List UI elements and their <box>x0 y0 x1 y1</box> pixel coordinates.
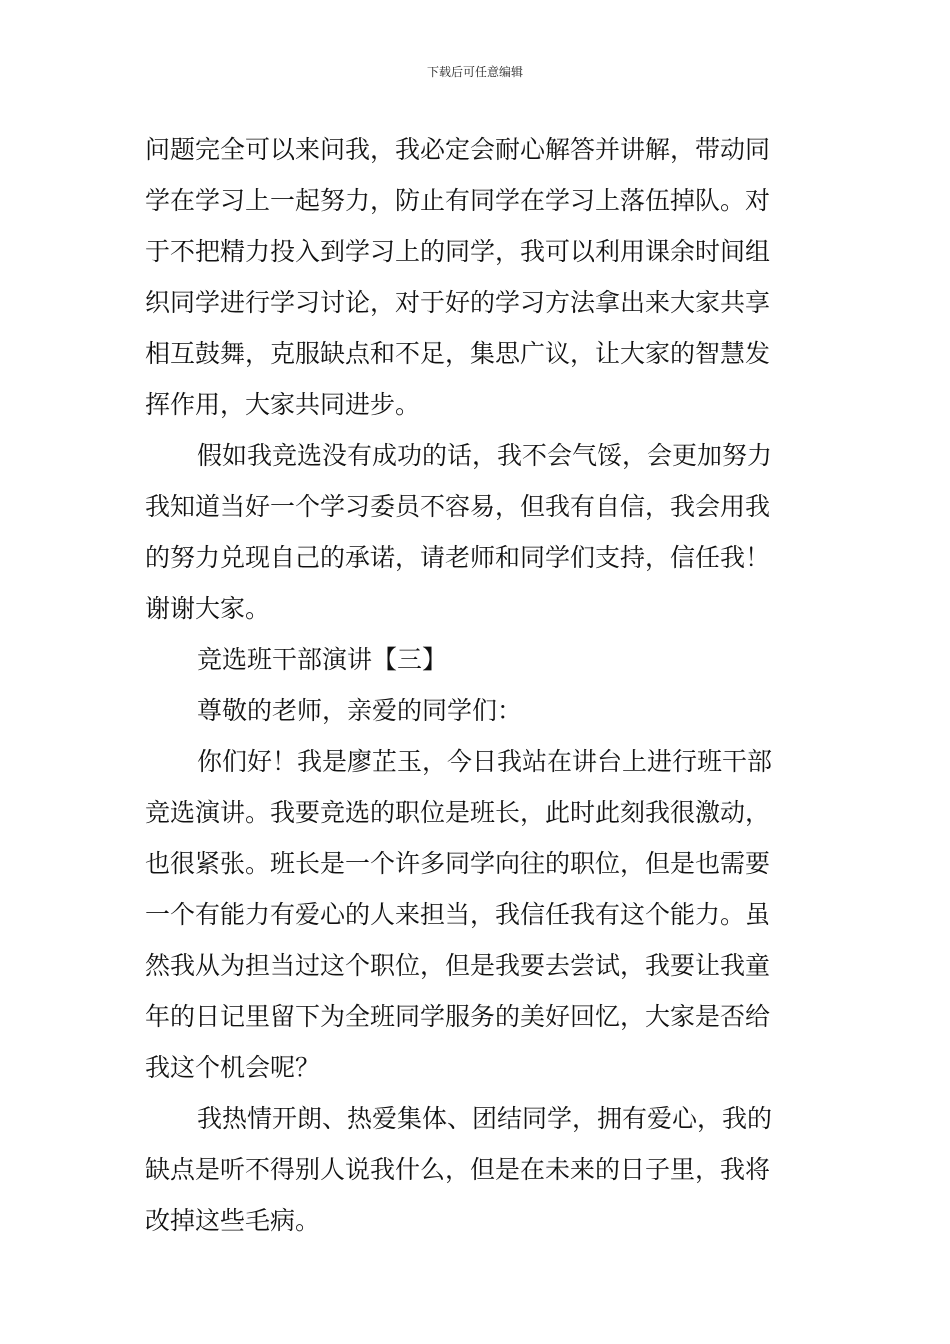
text-line: 挥作用，大家共同进步。 <box>145 390 421 419</box>
text-line: 年的日记里留下为全班同学服务的美好回忆，大家是否给 <box>145 1002 771 1031</box>
text-line: 相互鼓舞，克服缺点和不足，集思广议，让大家的智慧发 <box>145 339 771 368</box>
text-line: 织同学进行学习讨论，对于好的学习方法拿出来大家共享 <box>145 288 771 317</box>
text-line: 学在学习上一起努力，防止有同学在学习上落伍掉队。对 <box>145 186 771 215</box>
page-header: 下载后可任意编辑 <box>426 65 523 79</box>
text-line: 我热情开朗、热爱集体、团结同学，拥有爱心，我的 <box>197 1104 773 1133</box>
text-line: 也很紧张。班长是一个许多同学向往的职位，但是也需要 <box>145 849 771 878</box>
text-line: 我知道当好一个学习委员不容易，但我有自信，我会用我 <box>145 492 771 521</box>
document-body <box>145 124 815 1246</box>
text-line: 我这个机会呢？ <box>145 1053 321 1082</box>
text-line: 谢谢大家。 <box>145 594 271 623</box>
text-line: 一个有能力有爱心的人来担当，我信任我有这个能力。虽 <box>145 900 771 929</box>
text-line: 改掉这些毛病。 <box>145 1206 321 1235</box>
text-line: 竞选演讲。我要竞选的职位是班长，此时此刻我很激动， <box>145 798 771 827</box>
text-line: 尊敬的老师，亲爱的同学们： <box>197 696 523 725</box>
text-line: 于不把精力投入到学习上的同学，我可以利用课余时间组 <box>145 237 771 266</box>
text-line: 假如我竞选没有成功的话，我不会气馁，会更加努力 <box>197 441 773 470</box>
text-line: 缺点是听不得别人说我什么，但是在未来的日子里，我将 <box>145 1155 771 1184</box>
text-line: 的努力兑现自己的承诺，请老师和同学们支持，信任我！ <box>145 543 771 572</box>
text-line: 然我从为担当过这个职位，但是我要去尝试，我要让我童 <box>145 951 771 980</box>
text-line: 竞选班干部演讲【三】 <box>197 645 448 674</box>
text-line: 问题完全可以来问我，我必定会耐心解答并讲解，带动同 <box>145 135 771 164</box>
text-line: 你们好！我是廖芷玉，今日我站在讲台上进行班干部 <box>197 747 773 776</box>
